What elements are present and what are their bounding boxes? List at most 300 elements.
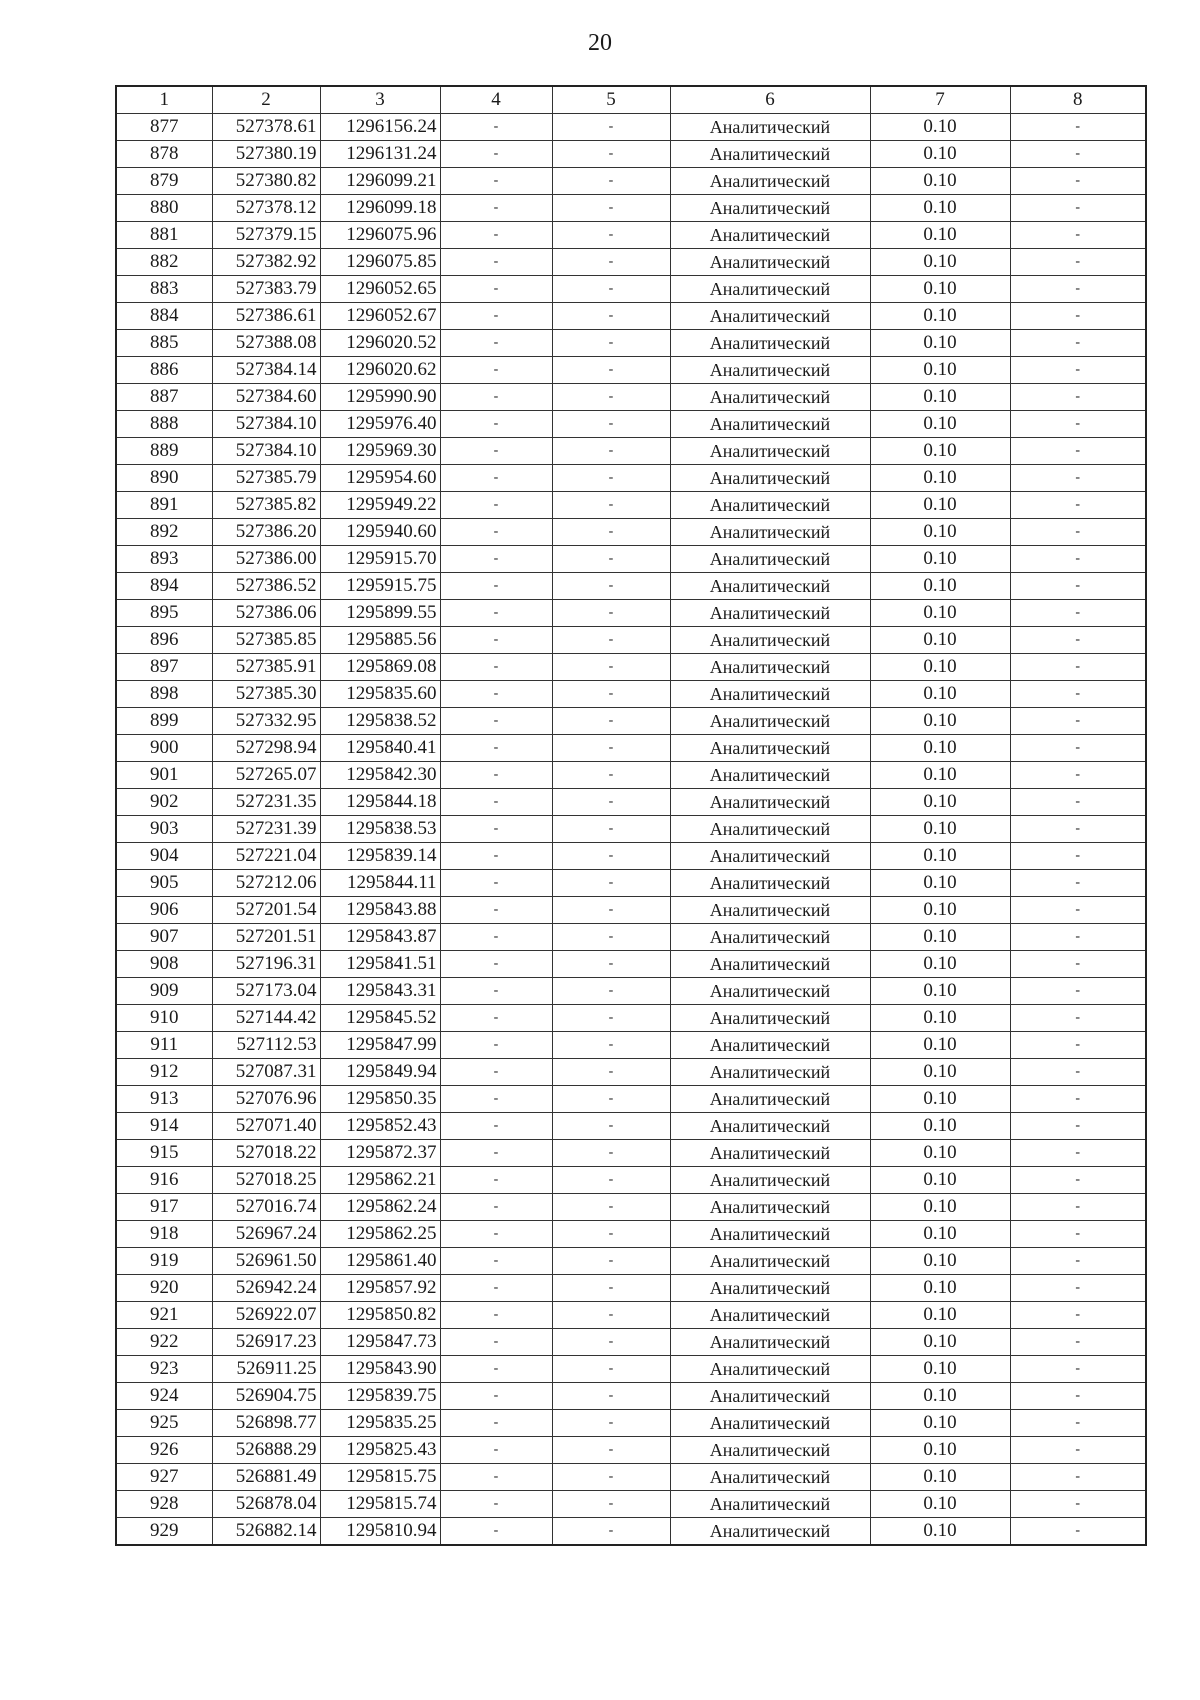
column-8-cell: - xyxy=(1010,708,1146,735)
point-number-cell: 879 xyxy=(116,168,212,195)
table-row xyxy=(116,708,1146,735)
table-row xyxy=(116,735,1146,762)
column-8-cell: - xyxy=(1010,519,1146,546)
column-4-cell: - xyxy=(440,789,552,816)
column-4-cell: - xyxy=(440,1464,552,1491)
accuracy-cell: 0.10 xyxy=(870,1248,1010,1275)
column-8-cell: - xyxy=(1010,1275,1146,1302)
y-coordinate-cell: 1295852.43 xyxy=(320,1113,440,1140)
column-8-cell: - xyxy=(1010,1248,1146,1275)
x-coordinate-cell: 527076.96 xyxy=(212,1086,320,1113)
y-coordinate-cell: 1296020.52 xyxy=(320,330,440,357)
column-4-cell: - xyxy=(440,735,552,762)
column-4-cell: - xyxy=(440,897,552,924)
x-coordinate-cell: 527386.52 xyxy=(212,573,320,600)
column-8-cell: - xyxy=(1010,411,1146,438)
accuracy-cell: 0.10 xyxy=(870,1302,1010,1329)
x-coordinate-cell: 526898.77 xyxy=(212,1410,320,1437)
method-cell: Аналитический xyxy=(670,1329,870,1356)
point-number-cell: 891 xyxy=(116,492,212,519)
point-number-cell: 885 xyxy=(116,330,212,357)
column-5-cell: - xyxy=(552,195,670,222)
method-cell: Аналитический xyxy=(670,303,870,330)
column-4-cell: - xyxy=(440,762,552,789)
accuracy-cell: 0.10 xyxy=(870,276,1010,303)
table-row xyxy=(116,951,1146,978)
accuracy-cell: 0.10 xyxy=(870,816,1010,843)
x-coordinate-cell: 526911.25 xyxy=(212,1356,320,1383)
y-coordinate-cell: 1295810.94 xyxy=(320,1518,440,1546)
point-number-cell: 880 xyxy=(116,195,212,222)
method-cell: Аналитический xyxy=(670,762,870,789)
column-4-cell: - xyxy=(440,1167,552,1194)
x-coordinate-cell: 527384.10 xyxy=(212,411,320,438)
column-8-cell: - xyxy=(1010,1194,1146,1221)
column-4-cell: - xyxy=(440,816,552,843)
x-coordinate-cell: 527144.42 xyxy=(212,1005,320,1032)
column-header: 5 xyxy=(552,86,670,114)
point-number-cell: 893 xyxy=(116,546,212,573)
x-coordinate-cell: 527385.82 xyxy=(212,492,320,519)
point-number-cell: 889 xyxy=(116,438,212,465)
method-cell: Аналитический xyxy=(670,1302,870,1329)
point-number-cell: 904 xyxy=(116,843,212,870)
point-number-cell: 901 xyxy=(116,762,212,789)
method-cell: Аналитический xyxy=(670,897,870,924)
column-8-cell: - xyxy=(1010,816,1146,843)
table-row xyxy=(116,681,1146,708)
column-4-cell: - xyxy=(440,411,552,438)
column-5-cell: - xyxy=(552,654,670,681)
accuracy-cell: 0.10 xyxy=(870,1221,1010,1248)
x-coordinate-cell: 527071.40 xyxy=(212,1113,320,1140)
method-cell: Аналитический xyxy=(670,222,870,249)
x-coordinate-cell: 527231.39 xyxy=(212,816,320,843)
column-header: 7 xyxy=(870,86,1010,114)
column-8-cell: - xyxy=(1010,1140,1146,1167)
x-coordinate-cell: 527383.79 xyxy=(212,276,320,303)
method-cell: Аналитический xyxy=(670,600,870,627)
x-coordinate-cell: 527379.15 xyxy=(212,222,320,249)
column-header: 1 xyxy=(116,86,212,114)
accuracy-cell: 0.10 xyxy=(870,141,1010,168)
accuracy-cell: 0.10 xyxy=(870,114,1010,141)
x-coordinate-cell: 527386.06 xyxy=(212,600,320,627)
accuracy-cell: 0.10 xyxy=(870,330,1010,357)
x-coordinate-cell: 527378.61 xyxy=(212,114,320,141)
column-4-cell: - xyxy=(440,114,552,141)
accuracy-cell: 0.10 xyxy=(870,978,1010,1005)
x-coordinate-cell: 526888.29 xyxy=(212,1437,320,1464)
method-cell: Аналитический xyxy=(670,546,870,573)
column-4-cell: - xyxy=(440,1221,552,1248)
method-cell: Аналитический xyxy=(670,1437,870,1464)
accuracy-cell: 0.10 xyxy=(870,168,1010,195)
point-number-cell: 883 xyxy=(116,276,212,303)
column-4-cell: - xyxy=(440,303,552,330)
column-8-cell: - xyxy=(1010,924,1146,951)
column-8-cell: - xyxy=(1010,681,1146,708)
column-8-cell: - xyxy=(1010,1329,1146,1356)
accuracy-cell: 0.10 xyxy=(870,600,1010,627)
column-5-cell: - xyxy=(552,1140,670,1167)
x-coordinate-cell: 527385.30 xyxy=(212,681,320,708)
x-coordinate-cell: 526917.23 xyxy=(212,1329,320,1356)
point-number-cell: 884 xyxy=(116,303,212,330)
point-number-cell: 898 xyxy=(116,681,212,708)
accuracy-cell: 0.10 xyxy=(870,465,1010,492)
column-5-cell: - xyxy=(552,1410,670,1437)
column-4-cell: - xyxy=(440,1113,552,1140)
x-coordinate-cell: 526882.14 xyxy=(212,1518,320,1546)
point-number-cell: 925 xyxy=(116,1410,212,1437)
table-row xyxy=(116,1356,1146,1383)
column-5-cell: - xyxy=(552,411,670,438)
x-coordinate-cell: 527018.25 xyxy=(212,1167,320,1194)
column-5-cell: - xyxy=(552,681,670,708)
x-coordinate-cell: 527016.74 xyxy=(212,1194,320,1221)
x-coordinate-cell: 527385.85 xyxy=(212,627,320,654)
column-4-cell: - xyxy=(440,1194,552,1221)
method-cell: Аналитический xyxy=(670,951,870,978)
column-8-cell: - xyxy=(1010,1437,1146,1464)
point-number-cell: 920 xyxy=(116,1275,212,1302)
accuracy-cell: 0.10 xyxy=(870,1194,1010,1221)
accuracy-cell: 0.10 xyxy=(870,195,1010,222)
y-coordinate-cell: 1295844.18 xyxy=(320,789,440,816)
column-5-cell: - xyxy=(552,600,670,627)
y-coordinate-cell: 1295885.56 xyxy=(320,627,440,654)
column-8-cell: - xyxy=(1010,303,1146,330)
table-row xyxy=(116,1221,1146,1248)
column-8-cell: - xyxy=(1010,438,1146,465)
column-header: 3 xyxy=(320,86,440,114)
column-8-cell: - xyxy=(1010,384,1146,411)
point-number-cell: 902 xyxy=(116,789,212,816)
column-8-cell: - xyxy=(1010,600,1146,627)
y-coordinate-cell: 1295825.43 xyxy=(320,1437,440,1464)
column-4-cell: - xyxy=(440,600,552,627)
column-8-cell: - xyxy=(1010,573,1146,600)
x-coordinate-cell: 527386.00 xyxy=(212,546,320,573)
y-coordinate-cell: 1295835.25 xyxy=(320,1410,440,1437)
column-5-cell: - xyxy=(552,735,670,762)
method-cell: Аналитический xyxy=(670,1464,870,1491)
method-cell: Аналитический xyxy=(670,519,870,546)
point-number-cell: 906 xyxy=(116,897,212,924)
accuracy-cell: 0.10 xyxy=(870,1059,1010,1086)
table-row xyxy=(116,1113,1146,1140)
method-cell: Аналитический xyxy=(670,168,870,195)
accuracy-cell: 0.10 xyxy=(870,1167,1010,1194)
column-8-cell: - xyxy=(1010,114,1146,141)
accuracy-cell: 0.10 xyxy=(870,1032,1010,1059)
column-5-cell: - xyxy=(552,1302,670,1329)
column-4-cell: - xyxy=(440,1302,552,1329)
x-coordinate-cell: 527384.60 xyxy=(212,384,320,411)
column-5-cell: - xyxy=(552,897,670,924)
column-8-cell: - xyxy=(1010,1356,1146,1383)
column-8-cell: - xyxy=(1010,276,1146,303)
table-row xyxy=(116,411,1146,438)
y-coordinate-cell: 1295843.88 xyxy=(320,897,440,924)
column-4-cell: - xyxy=(440,1248,552,1275)
table-row xyxy=(116,276,1146,303)
column-4-cell: - xyxy=(440,951,552,978)
y-coordinate-cell: 1295869.08 xyxy=(320,654,440,681)
table-row xyxy=(116,519,1146,546)
column-4-cell: - xyxy=(440,438,552,465)
page-number: 20 xyxy=(588,30,612,56)
column-4-cell: - xyxy=(440,465,552,492)
x-coordinate-cell: 527265.07 xyxy=(212,762,320,789)
method-cell: Аналитический xyxy=(670,1410,870,1437)
column-4-cell: - xyxy=(440,708,552,735)
table-row xyxy=(116,195,1146,222)
method-cell: Аналитический xyxy=(670,276,870,303)
column-5-cell: - xyxy=(552,1086,670,1113)
point-number-cell: 895 xyxy=(116,600,212,627)
column-5-cell: - xyxy=(552,546,670,573)
column-5-cell: - xyxy=(552,249,670,276)
method-cell: Аналитический xyxy=(670,411,870,438)
column-5-cell: - xyxy=(552,168,670,195)
x-coordinate-cell: 527386.20 xyxy=(212,519,320,546)
method-cell: Аналитический xyxy=(670,195,870,222)
method-cell: Аналитический xyxy=(670,1113,870,1140)
column-4-cell: - xyxy=(440,546,552,573)
y-coordinate-cell: 1295843.90 xyxy=(320,1356,440,1383)
method-cell: Аналитический xyxy=(670,1005,870,1032)
accuracy-cell: 0.10 xyxy=(870,1086,1010,1113)
table-row xyxy=(116,384,1146,411)
y-coordinate-cell: 1295850.82 xyxy=(320,1302,440,1329)
x-coordinate-cell: 527380.82 xyxy=(212,168,320,195)
accuracy-cell: 0.10 xyxy=(870,897,1010,924)
table-row xyxy=(116,141,1146,168)
column-4-cell: - xyxy=(440,573,552,600)
y-coordinate-cell: 1295847.73 xyxy=(320,1329,440,1356)
accuracy-cell: 0.10 xyxy=(870,870,1010,897)
column-8-cell: - xyxy=(1010,492,1146,519)
column-8-cell: - xyxy=(1010,1221,1146,1248)
accuracy-cell: 0.10 xyxy=(870,1329,1010,1356)
column-4-cell: - xyxy=(440,249,552,276)
accuracy-cell: 0.10 xyxy=(870,708,1010,735)
x-coordinate-cell: 527385.79 xyxy=(212,465,320,492)
column-4-cell: - xyxy=(440,519,552,546)
column-8-cell: - xyxy=(1010,222,1146,249)
column-4-cell: - xyxy=(440,195,552,222)
x-coordinate-cell: 527018.22 xyxy=(212,1140,320,1167)
accuracy-cell: 0.10 xyxy=(870,222,1010,249)
point-number-cell: 927 xyxy=(116,1464,212,1491)
y-coordinate-cell: 1295872.37 xyxy=(320,1140,440,1167)
point-number-cell: 896 xyxy=(116,627,212,654)
point-number-cell: 905 xyxy=(116,870,212,897)
column-4-cell: - xyxy=(440,1491,552,1518)
column-5-cell: - xyxy=(552,1329,670,1356)
method-cell: Аналитический xyxy=(670,978,870,1005)
method-cell: Аналитический xyxy=(670,681,870,708)
point-number-cell: 918 xyxy=(116,1221,212,1248)
y-coordinate-cell: 1295843.31 xyxy=(320,978,440,1005)
column-4-cell: - xyxy=(440,924,552,951)
column-8-cell: - xyxy=(1010,951,1146,978)
y-coordinate-cell: 1295976.40 xyxy=(320,411,440,438)
point-number-cell: 894 xyxy=(116,573,212,600)
column-8-cell: - xyxy=(1010,1464,1146,1491)
x-coordinate-cell: 527382.92 xyxy=(212,249,320,276)
accuracy-cell: 0.10 xyxy=(870,1464,1010,1491)
y-coordinate-cell: 1295940.60 xyxy=(320,519,440,546)
method-cell: Аналитический xyxy=(670,1086,870,1113)
method-cell: Аналитический xyxy=(670,330,870,357)
column-5-cell: - xyxy=(552,357,670,384)
point-number-cell: 921 xyxy=(116,1302,212,1329)
column-4-cell: - xyxy=(440,1140,552,1167)
accuracy-cell: 0.10 xyxy=(870,519,1010,546)
column-5-cell: - xyxy=(552,222,670,249)
column-8-cell: - xyxy=(1010,1032,1146,1059)
y-coordinate-cell: 1295862.21 xyxy=(320,1167,440,1194)
column-8-cell: - xyxy=(1010,627,1146,654)
method-cell: Аналитический xyxy=(670,1194,870,1221)
point-number-cell: 900 xyxy=(116,735,212,762)
column-4-cell: - xyxy=(440,492,552,519)
x-coordinate-cell: 527212.06 xyxy=(212,870,320,897)
table-row xyxy=(116,1329,1146,1356)
point-number-cell: 886 xyxy=(116,357,212,384)
accuracy-cell: 0.10 xyxy=(870,1437,1010,1464)
column-header: 6 xyxy=(670,86,870,114)
column-5-cell: - xyxy=(552,1464,670,1491)
method-cell: Аналитический xyxy=(670,492,870,519)
y-coordinate-cell: 1296052.67 xyxy=(320,303,440,330)
method-cell: Аналитический xyxy=(670,1140,870,1167)
y-coordinate-cell: 1295915.70 xyxy=(320,546,440,573)
y-coordinate-cell: 1296075.96 xyxy=(320,222,440,249)
column-8-cell: - xyxy=(1010,789,1146,816)
table-row xyxy=(116,1383,1146,1410)
accuracy-cell: 0.10 xyxy=(870,735,1010,762)
column-4-cell: - xyxy=(440,1005,552,1032)
column-4-cell: - xyxy=(440,1032,552,1059)
column-8-cell: - xyxy=(1010,1086,1146,1113)
x-coordinate-cell: 527378.12 xyxy=(212,195,320,222)
table-row xyxy=(116,1491,1146,1518)
x-coordinate-cell: 527384.10 xyxy=(212,438,320,465)
column-5-cell: - xyxy=(552,276,670,303)
method-cell: Аналитический xyxy=(670,1491,870,1518)
accuracy-cell: 0.10 xyxy=(870,1113,1010,1140)
column-4-cell: - xyxy=(440,384,552,411)
column-5-cell: - xyxy=(552,303,670,330)
y-coordinate-cell: 1295850.35 xyxy=(320,1086,440,1113)
table-row xyxy=(116,978,1146,1005)
column-8-cell: - xyxy=(1010,1518,1146,1546)
column-5-cell: - xyxy=(552,1194,670,1221)
point-number-cell: 903 xyxy=(116,816,212,843)
table-row xyxy=(116,546,1146,573)
table-row xyxy=(116,303,1146,330)
column-4-cell: - xyxy=(440,330,552,357)
column-5-cell: - xyxy=(552,1113,670,1140)
column-5-cell: - xyxy=(552,978,670,1005)
column-header: 4 xyxy=(440,86,552,114)
accuracy-cell: 0.10 xyxy=(870,1410,1010,1437)
accuracy-cell: 0.10 xyxy=(870,546,1010,573)
column-8-cell: - xyxy=(1010,897,1146,924)
column-8-cell: - xyxy=(1010,870,1146,897)
column-4-cell: - xyxy=(440,1437,552,1464)
y-coordinate-cell: 1295815.74 xyxy=(320,1491,440,1518)
accuracy-cell: 0.10 xyxy=(870,627,1010,654)
point-number-cell: 914 xyxy=(116,1113,212,1140)
point-number-cell: 911 xyxy=(116,1032,212,1059)
method-cell: Аналитический xyxy=(670,1032,870,1059)
column-header: 2 xyxy=(212,86,320,114)
y-coordinate-cell: 1295843.87 xyxy=(320,924,440,951)
column-8-cell: - xyxy=(1010,249,1146,276)
method-cell: Аналитический xyxy=(670,249,870,276)
point-number-cell: 892 xyxy=(116,519,212,546)
accuracy-cell: 0.10 xyxy=(870,1383,1010,1410)
column-8-cell: - xyxy=(1010,1491,1146,1518)
point-number-cell: 881 xyxy=(116,222,212,249)
method-cell: Аналитический xyxy=(670,627,870,654)
column-5-cell: - xyxy=(552,1491,670,1518)
y-coordinate-cell: 1295954.60 xyxy=(320,465,440,492)
table-row xyxy=(116,843,1146,870)
column-4-cell: - xyxy=(440,1410,552,1437)
y-coordinate-cell: 1296156.24 xyxy=(320,114,440,141)
x-coordinate-cell: 526881.49 xyxy=(212,1464,320,1491)
column-5-cell: - xyxy=(552,816,670,843)
method-cell: Аналитический xyxy=(670,708,870,735)
method-cell: Аналитический xyxy=(670,465,870,492)
column-5-cell: - xyxy=(552,141,670,168)
table-row xyxy=(116,1140,1146,1167)
x-coordinate-cell: 527388.08 xyxy=(212,330,320,357)
column-4-cell: - xyxy=(440,1356,552,1383)
point-number-cell: 887 xyxy=(116,384,212,411)
y-coordinate-cell: 1295838.52 xyxy=(320,708,440,735)
y-coordinate-cell: 1295841.51 xyxy=(320,951,440,978)
accuracy-cell: 0.10 xyxy=(870,492,1010,519)
x-coordinate-cell: 527112.53 xyxy=(212,1032,320,1059)
point-number-cell: 908 xyxy=(116,951,212,978)
accuracy-cell: 0.10 xyxy=(870,411,1010,438)
column-5-cell: - xyxy=(552,843,670,870)
table-row xyxy=(116,1464,1146,1491)
table-row xyxy=(116,654,1146,681)
method-cell: Аналитический xyxy=(670,924,870,951)
column-header: 8 xyxy=(1010,86,1146,114)
accuracy-cell: 0.10 xyxy=(870,843,1010,870)
x-coordinate-cell: 527201.51 xyxy=(212,924,320,951)
column-8-cell: - xyxy=(1010,1383,1146,1410)
x-coordinate-cell: 527087.31 xyxy=(212,1059,320,1086)
method-cell: Аналитический xyxy=(670,384,870,411)
column-5-cell: - xyxy=(552,330,670,357)
table-row xyxy=(116,1086,1146,1113)
column-8-cell: - xyxy=(1010,1410,1146,1437)
column-5-cell: - xyxy=(552,1032,670,1059)
point-number-cell: 882 xyxy=(116,249,212,276)
column-4-cell: - xyxy=(440,1059,552,1086)
method-cell: Аналитический xyxy=(670,1518,870,1546)
